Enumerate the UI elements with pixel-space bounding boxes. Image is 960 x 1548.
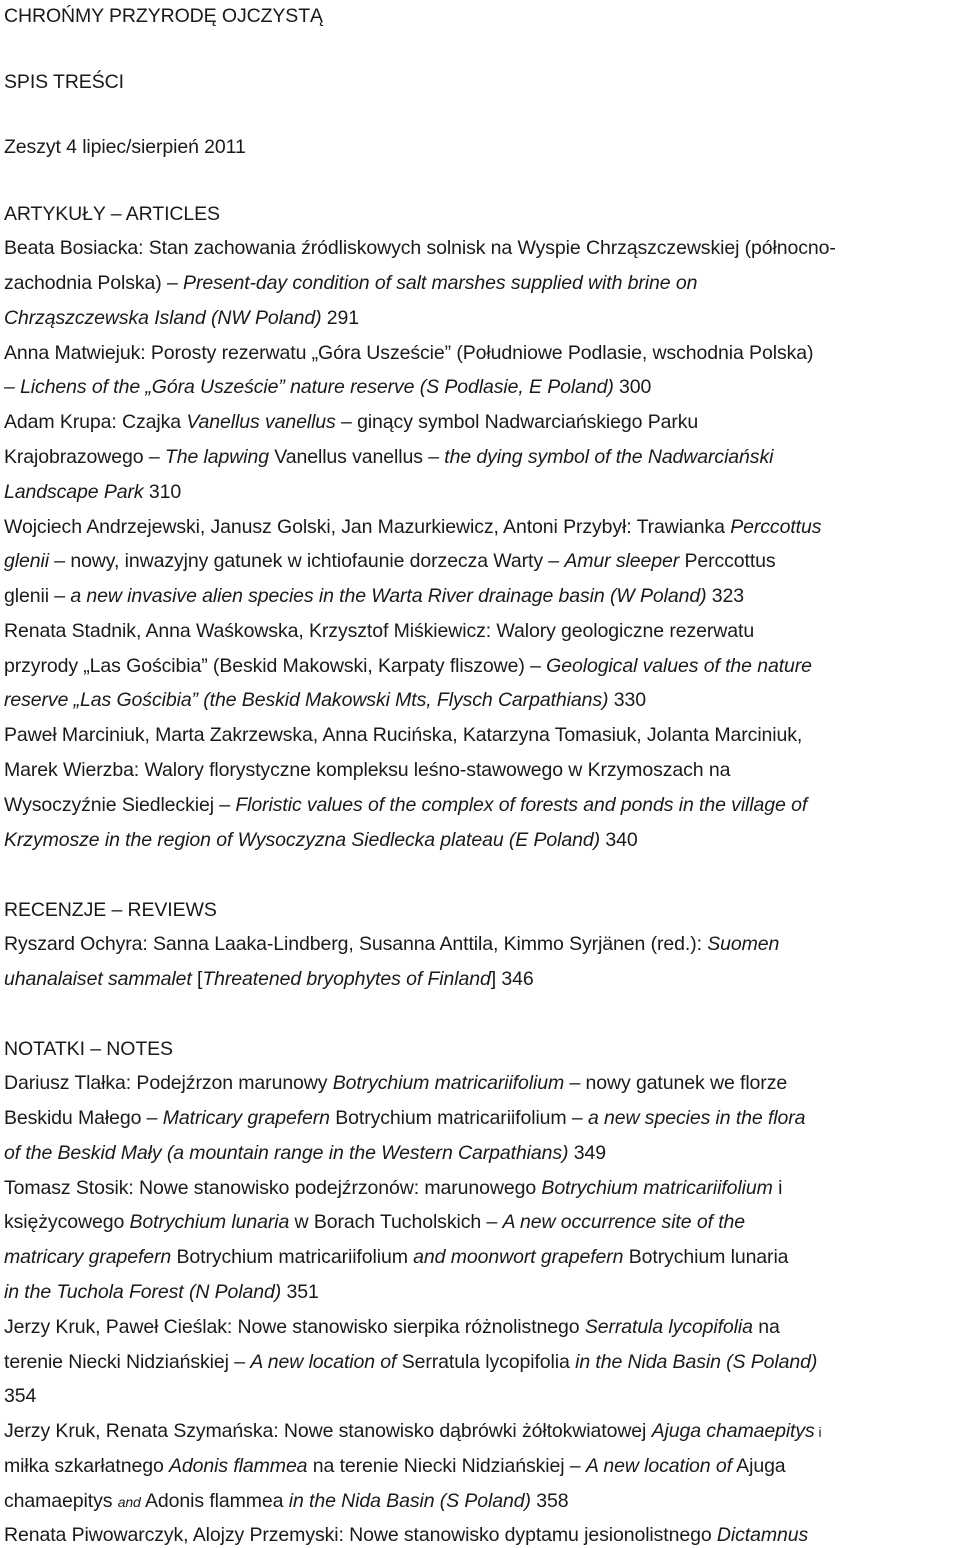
toc-line (4, 1210, 960, 1234)
text-run: – nowy gatunek we florze (564, 1072, 788, 1094)
text-run: glenii – (4, 585, 71, 607)
italic-text-run: Matricary grapefern (162, 1107, 330, 1129)
toc-line (4, 306, 960, 330)
section-heading-articles: ARTYKUŁY – ARTICLES (4, 203, 220, 225)
text-run: Dariusz Tlałka: Podejźrzon marunowy (4, 1072, 333, 1094)
italic-text-run: Chrząszczewska Island (NW Poland) (4, 307, 322, 329)
toc-line (4, 480, 960, 504)
toc-line (4, 375, 960, 399)
text-run: Vanellus vanellus – (268, 446, 445, 468)
text-run: 354 (4, 1385, 37, 1407)
toc-line (4, 828, 960, 852)
text-run: przyrody „Las Gościbia” (Beskid Makowski, Karpaty fliszowe) – (4, 655, 547, 677)
text-run: – nowy, inwazyjny gatunek w ichtiofaunie dorzecza Warty – (48, 550, 565, 572)
italic-text-run: a new species in the flora (587, 1107, 806, 1129)
section-heading-reviews: RECENZJE – REVIEWS (4, 899, 217, 921)
text-run: Paweł Marciniuk, Marta Zakrzewska, Anna Rucińska, Katarzyna Tomasiuk, Jolanta Marciniuk, (4, 724, 803, 746)
text-run: Botrychium matricariifolium (171, 1246, 414, 1268)
toc-line (4, 1176, 960, 1200)
text-run: Serratula lycopifolia (396, 1351, 576, 1373)
toc-line (4, 723, 960, 747)
text-run: 323 (706, 585, 745, 607)
text-run: 300 (613, 376, 652, 398)
toc-line (4, 1141, 960, 1165)
italic-text-run: uhanalaiset sammalet (4, 968, 192, 990)
italic-text-run: glenii (4, 550, 49, 572)
text-run: na (752, 1316, 780, 1338)
text-run: Wysoczyźnie Siedleckiej – (4, 794, 236, 816)
text-run: Adonis flammea (140, 1490, 289, 1512)
italic-text-run: Threatened bryophytes of Finland (202, 968, 491, 990)
text-run: Adam Krupa: Czajka (4, 411, 187, 433)
toc-line (4, 1315, 960, 1339)
text-run: chamaepitys (4, 1490, 118, 1512)
text-run: Tomasz Stosik: Nowe stanowisko podejźrzonów: marunowego (4, 1177, 542, 1199)
text-run: 330 (608, 689, 646, 711)
text-run: w Borach Tucholskich – (289, 1211, 503, 1233)
toc-line (4, 236, 960, 260)
italic-text-run: in the Nida Basin (S Poland) (288, 1490, 531, 1512)
toc-line (4, 688, 960, 712)
italic-text-run: Suomen (707, 933, 780, 955)
italic-text-run: Botrychium matricariifolium (541, 1177, 773, 1199)
table-of-contents-heading: SPIS TREŚCI (4, 71, 124, 93)
toc-line (4, 1106, 960, 1130)
toc-line (4, 549, 960, 573)
toc-line (4, 1523, 960, 1547)
italic-text-run: Landscape Park (4, 481, 144, 503)
italic-text-run: Vanellus vanellus (186, 411, 336, 433)
text-run: Jerzy Kruk, Paweł Cieślak: Nowe stanowisko sierpika różnolistnego (4, 1316, 585, 1338)
toc-line (4, 654, 960, 678)
italic-text-run: reserve „Las Gościbia” (the Beskid Makowski Mts, Flysch Carpathians) (4, 689, 609, 711)
text-run: 351 (281, 1281, 319, 1303)
toc-line (4, 1419, 960, 1444)
text-run: ] 346 (490, 968, 534, 990)
italic-text-run: and (117, 1494, 141, 1510)
text-run: [ (191, 968, 203, 990)
text-run: Perccottus (679, 550, 776, 572)
italic-text-run: – Lichens of the „Góra Uszeście” nature reserve (S Podlasie, E Poland) (4, 376, 614, 398)
toc-line (4, 1454, 960, 1478)
text-run: Ryszard Ochyra: Sanna Laaka-Lindberg, Susanna Anttila, Kimmo Syrjänen (red.): (4, 933, 708, 955)
text-run: miłka szkarłatnego (4, 1455, 170, 1477)
text-run: na terenie Niecki Nidziańskiej – (307, 1455, 586, 1477)
italic-text-run: Dictamnus (716, 1524, 809, 1546)
text-run: zachodnia Polska) – (4, 272, 184, 294)
italic-text-run: Floristic values of the complex of forests and ponds in the village of (235, 794, 808, 816)
text-run: Beata Bosiacka: Stan zachowania źródliskowych solnisk na Wyspie Chrząszczewskiej (północno- (4, 237, 836, 259)
italic-text-run: Adonis flammea (169, 1455, 308, 1477)
text-run: Ajuga (731, 1455, 786, 1477)
toc-line (4, 515, 960, 539)
italic-text-run: Present-day condition of salt marshes supplied with brine on (183, 272, 698, 294)
toc-line (4, 1245, 960, 1269)
text-run: 291 (321, 307, 360, 329)
italic-text-run: matricary grapefern (4, 1246, 172, 1268)
text-run: Wojciech Andrzejewski, Janusz Golski, Jan Mazurkiewicz, Antoni Przybył: Trawianka (4, 516, 731, 538)
toc-line (4, 410, 960, 434)
text-run: 358 (530, 1490, 569, 1512)
italic-text-run: the dying symbol of the Nadwarciański (444, 446, 774, 468)
toc-line (4, 1489, 960, 1514)
italic-text-run: a new invasive alien species in the Warta River drainage basin (W Poland) (70, 585, 707, 607)
text-run: terenie Niecki Nidziańskiej – (4, 1351, 251, 1373)
text-run: i (814, 1424, 822, 1440)
italic-text-run: Perccottus (730, 516, 822, 538)
text-run: Krajobrazowego – (4, 446, 165, 468)
italic-text-run: A new location of (585, 1455, 732, 1477)
issue-info: Zeszyt 4 lipiec/sierpień 2011 (4, 136, 246, 158)
italic-text-run: and moonwort grapefern (413, 1246, 624, 1268)
italic-text-run: in the Nida Basin (S Poland) (575, 1351, 818, 1373)
italic-text-run: Botrychium matricariifolium (332, 1072, 565, 1094)
text-run: i (772, 1177, 783, 1199)
toc-line (4, 932, 960, 956)
italic-text-run: Krzymosze in the region of Wysoczyzna Siedlecka plateau (E Poland) (4, 829, 601, 851)
text-run: 349 (568, 1142, 607, 1164)
toc-line (4, 793, 960, 817)
text-run: Botrychium matricariifolium – (329, 1107, 588, 1129)
italic-text-run: A new occurrence site of the (502, 1211, 746, 1233)
italic-text-run: Serratula lycopifolia (584, 1316, 753, 1338)
italic-text-run: Ajuga chamaepitys (651, 1420, 815, 1442)
italic-text-run: Botrychium lunaria (129, 1211, 290, 1233)
section-heading-notes: NOTATKI – NOTES (4, 1038, 173, 1060)
toc-line (4, 341, 960, 365)
journal-title: CHROŃMY PRZYRODĘ OJCZYSTĄ (4, 5, 323, 27)
text-run: księżycowego (4, 1211, 130, 1233)
text-run: Renata Piwowarczyk, Alojzy Przemyski: Nowe stanowisko dyptamu jesionolistnego (4, 1524, 717, 1546)
toc-line (4, 1384, 960, 1408)
italic-text-run: The lapwing (164, 446, 269, 468)
toc-line (4, 619, 960, 643)
toc-line (4, 967, 960, 991)
text-run: Beskidu Małego – (4, 1107, 163, 1129)
italic-text-run: Amur sleeper (564, 550, 680, 572)
toc-line (4, 271, 960, 295)
toc-line (4, 584, 960, 608)
toc-line (4, 1280, 960, 1304)
text-run: Jerzy Kruk, Renata Szymańska: Nowe stanowisko dąbrówki żółtokwiatowej (4, 1420, 652, 1442)
text-run: Renata Stadnik, Anna Waśkowska, Krzysztof Miśkiewicz: Walory geologiczne rezerwatu (4, 620, 755, 642)
toc-line (4, 1071, 960, 1095)
italic-text-run: in the Tuchola Forest (N Poland) (4, 1281, 282, 1303)
italic-text-run: Geological values of the nature (546, 655, 812, 677)
toc-line (4, 758, 960, 782)
text-run: – ginący symbol Nadwarciańskiego Parku (335, 411, 699, 433)
text-run: Anna Matwiejuk: Porosty rezerwatu „Góra Uszeście” (Południowe Podlasie, wschodnia Polska) (4, 342, 814, 364)
text-run: 340 (600, 829, 638, 851)
text-run: Botrychium lunaria (623, 1246, 789, 1268)
toc-line (4, 445, 960, 469)
italic-text-run: A new location of (250, 1351, 397, 1373)
text-run: Marek Wierzba: Walory florystyczne kompleksu leśno-stawowego w Krzymoszach na (4, 759, 731, 781)
italic-text-run: of the Beskid Mały (a mountain range in the Western Carpathians) (4, 1142, 569, 1164)
text-run: 310 (143, 481, 182, 503)
toc-line (4, 1350, 960, 1374)
